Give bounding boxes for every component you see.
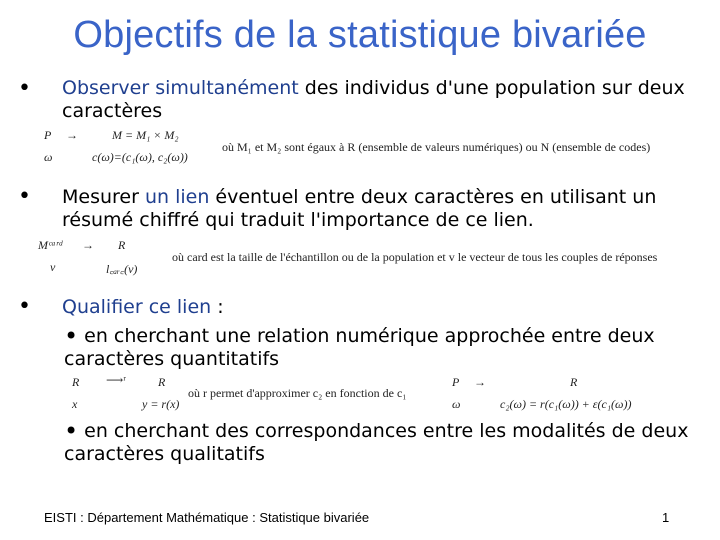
bullet-marker-1: •	[18, 76, 31, 101]
f2-row1-left: Mᶜᵃʳᵈ	[38, 238, 63, 252]
f3-row2-left: x	[72, 397, 78, 411]
bullet-marker-2: •	[18, 184, 31, 209]
slide-title: Objectifs de la statistique bivariée	[73, 14, 647, 56]
bullet-text-observe	[62, 77, 712, 123]
sub-bullet-quantitative	[64, 322, 714, 371]
f3b-arrow: →	[474, 375, 486, 389]
bullet-text-qualify	[62, 296, 712, 319]
bullet-text-measure	[62, 186, 712, 232]
f1-row2-right: c(ω)=(c₁(ω), c₂(ω))	[92, 150, 188, 164]
highlight-qualify: Qualifier ce lien	[62, 296, 212, 318]
f3b-row2-right: c₂(ω) = r(c₁(ω)) + ε(c₁(ω))	[500, 397, 632, 411]
highlight-link: un lien	[144, 186, 210, 208]
f2-row2-left: v	[50, 260, 56, 274]
f2-note: où card est la taille de l'échantillon ou de la population et v le vecteur de tous les couples de réponses	[172, 250, 658, 264]
f2-row1-right: R	[118, 238, 126, 252]
f3b-row2-left: ω	[452, 397, 461, 411]
bullet3-rest: :	[211, 296, 224, 318]
bullet2-lead: Mesurer	[62, 186, 145, 208]
f3b-row1-left: P	[452, 375, 460, 389]
slide-footer: EISTI : Département Mathématique : Statistique bivariée	[44, 510, 370, 525]
f1-row2-left: ω	[44, 150, 53, 164]
f1-row1-right: M = M₁ × M₂	[112, 128, 179, 142]
bullet-marker-3: •	[18, 294, 31, 319]
f3b-row1-right: R	[570, 375, 578, 389]
f3-row1-right: R	[158, 375, 166, 389]
sub2-text: en cherchant des correspondances entre les modalités de deux caractères qualitatifs	[64, 420, 689, 465]
f2-arrow: →	[82, 238, 94, 252]
bullet1-rest: des individus d'une population sur deux caractères	[62, 77, 685, 122]
bullet2-rest: éventuel entre deux caractères en utilisant un résumé chiffré qui traduit l'importance de ce lien.	[62, 186, 657, 231]
sub-bullet-qualitative	[64, 417, 714, 466]
f3-row1-left: R	[72, 375, 80, 389]
f3-row1-arrow: ⟶ʳ	[106, 373, 126, 387]
f3-row2-right: y = r(x)	[142, 397, 180, 411]
sub-bullet-marker-1: •	[64, 322, 79, 350]
sub1-text: en cherchant une relation numérique approchée entre deux caractères quantitatifs	[64, 325, 655, 370]
f1-row1-left: P	[44, 128, 52, 142]
sub-bullet-marker-2: •	[64, 417, 79, 445]
page-number: 1	[662, 510, 670, 525]
f1-arrow: →	[66, 128, 78, 142]
f2-row2-right: l꜀ₐᵣ꜀(v)	[106, 262, 138, 276]
f1-note: où M₁ et M₂ sont égaux à R (ensemble de valeurs numériques) ou N (ensemble de codes)	[222, 140, 651, 154]
highlight-observe: Observer simultanément	[62, 77, 299, 99]
f3-note: où r permet d'approximer c₂ en fonction de c₁	[188, 386, 407, 400]
